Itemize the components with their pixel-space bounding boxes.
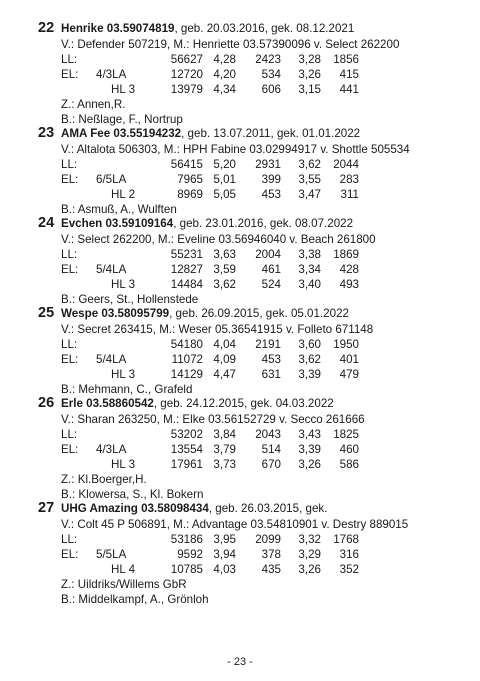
hl-label: HL 3 [111,278,136,291]
first-lactation-row [38,262,468,277]
owner-line: B.: Middelkampf, A., Grönloh [61,593,209,606]
ll-value-2: 3,95 [213,533,236,546]
first-lactation-row [38,172,468,187]
ll-label: LL: [61,53,78,66]
hl-value-5: 311 [340,188,359,201]
ll-value-5: 1856 [333,53,359,66]
hl-value-2: 4,47 [213,368,236,381]
lifetime-performance-row [38,427,468,442]
lactation-count: 4/3LA [96,68,127,81]
highest-lactation-row [38,562,468,577]
entry-heading [38,215,468,232]
ll-value-5: 1950 [333,338,359,351]
el-value-3: 378 [261,548,281,561]
ll-value-5: 2044 [333,158,359,171]
ll-value-4: 3,32 [298,533,321,546]
cow-name: UHG Amazing [61,502,138,515]
entry-block [38,125,468,217]
hl-value-3: 670 [261,458,281,471]
hl-value-2: 3,73 [213,458,236,471]
entry-heading-text [61,396,334,412]
ll-value-3: 2423 [255,53,281,66]
hl-value-5: 493 [339,278,359,291]
cow-name: Henrike [61,22,104,35]
lactation-count: 5/5LA [96,548,127,561]
cow-id: 03.59074819 [106,22,175,35]
lactation-count: 6/5LA [96,173,127,186]
page-number: - 23 - [227,656,253,668]
hl-value-2: 4,03 [213,563,236,576]
lactation-count: 5/4LA [96,263,127,276]
entry-block [38,215,468,307]
ll-value-1: 55231 [170,248,203,261]
hl-value-1: 14484 [170,278,203,291]
entry-block [38,395,468,502]
el-value-1: 9592 [177,548,203,561]
ll-value-1: 56415 [170,158,203,171]
el-value-4: 3,29 [298,548,321,561]
entry-number: 27 [38,500,55,516]
ll-value-5: 1869 [333,248,359,261]
el-value-3: 453 [261,353,281,366]
ll-label: LL: [61,428,78,441]
hl-value-5: 441 [339,83,359,96]
ll-value-2: 3,63 [213,248,236,261]
el-value-5: 415 [339,68,359,81]
hl-value-3: 631 [261,368,281,381]
el-label: EL: [61,353,79,366]
hl-label: HL 3 [111,368,136,381]
lactation-count: 4/3LA [96,443,127,456]
entry-heading-text [61,216,353,232]
cow-id: 03.59109164 [105,217,174,230]
entry-heading-text [61,21,354,37]
el-label: EL: [61,443,79,456]
ll-value-3: 2191 [255,338,281,351]
hl-value-3: 453 [261,188,281,201]
cow-id: 03.55194232 [113,127,182,140]
hl-value-1: 8969 [177,188,203,201]
hl-value-3: 435 [261,563,281,576]
ll-value-4: 3,28 [298,53,321,66]
el-value-5: 428 [339,263,359,276]
breeder-line: Z.: Kl.Boerger,H. [61,473,147,486]
cow-id: 03.58860542 [86,397,154,410]
ll-value-4: 3,60 [298,338,321,351]
ll-value-3: 2004 [255,248,281,261]
hl-value-4: 3,15 [298,83,321,96]
hl-value-4: 3,39 [298,368,321,381]
hl-value-2: 3,62 [213,278,236,291]
el-value-4: 3,62 [298,353,321,366]
highest-lactation-row [38,187,468,202]
hl-value-1: 17961 [170,458,203,471]
ll-label: LL: [61,533,78,546]
hl-value-3: 524 [261,278,281,291]
el-label: EL: [61,263,79,276]
el-value-3: 461 [261,263,281,276]
entry-block [38,500,468,607]
first-lactation-row [38,352,468,367]
ll-value-1: 53202 [170,428,203,441]
breeder-line: Z.: Uildriks/Willems GbR [61,578,187,591]
hl-value-2: 4,34 [213,83,236,96]
cow-name: Evchen [61,217,103,230]
hl-label: HL 3 [111,83,136,96]
entry-heading [38,125,468,142]
lactation-count: 5/4LA [96,353,127,366]
cow-id: 03.58095799 [101,307,170,320]
el-value-1: 11072 [171,353,203,366]
hl-label: HL 4 [111,563,136,576]
ll-value-5: 1768 [333,533,359,546]
el-value-5: 401 [339,353,359,366]
el-label: EL: [61,68,79,81]
el-value-1: 7965 [177,173,203,186]
el-value-2: 4,20 [213,68,236,81]
owner-line: B.: Geers, St., Hollenstede [61,293,199,306]
lifetime-performance-row [38,532,468,547]
highest-lactation-row [38,277,468,292]
ll-value-2: 4,04 [213,338,236,351]
el-label: EL: [61,173,79,186]
ll-value-2: 4,28 [213,53,236,66]
entry-number: 22 [38,20,55,36]
el-value-2: 5,01 [213,173,236,186]
entry-block [38,20,468,127]
ll-label: LL: [61,248,78,261]
hl-value-4: 3,26 [298,458,321,471]
lifetime-performance-row [38,157,468,172]
lifetime-performance-row [38,337,468,352]
cow-name: AMA Fee [61,127,111,140]
birth-and-calving-dates: , geb. 23.01.2016, gek. 08.07.2022 [173,217,354,230]
el-value-2: 3,59 [213,263,236,276]
birth-and-calving-dates: , geb. 26.03.2015, gek. [208,502,328,515]
hl-value-5: 352 [339,563,359,576]
ll-value-1: 56627 [170,53,203,66]
breeder-line: Z.: Annen,R. [61,98,126,111]
hl-value-2: 5,05 [213,188,236,201]
ll-value-2: 3,84 [213,428,236,441]
ll-label: LL: [61,338,78,351]
entry-heading-text [61,501,327,517]
el-value-1: 13554 [170,443,203,456]
cow-id: 03.58098434 [141,502,209,515]
entry-number: 23 [38,125,55,141]
first-lactation-row [38,67,468,82]
entry-block [38,305,468,397]
hl-label: HL 2 [111,188,136,201]
ll-value-3: 2099 [255,533,281,546]
el-value-3: 514 [261,443,281,456]
hl-label: HL 3 [111,458,136,471]
pedigree-line: V.: Altalota 506303, M.: HPH Fabine 03.02994917 v. Shottle 505534 [61,143,410,156]
ll-label: LL: [61,158,78,171]
highest-lactation-row [38,457,468,472]
owner-line: B.: Klowersa, S., Kl. Bokern [61,488,204,501]
birth-and-calving-dates: , geb. 24.12.2015, gek. 04.03.2022 [153,397,334,410]
el-value-5: 283 [339,173,359,186]
ll-value-4: 3,38 [298,248,321,261]
lifetime-performance-row [38,247,468,262]
pedigree-line: V.: Sharan 263250, M.: Elke 03.56152729 v. Secco 261666 [61,413,365,426]
el-value-5: 316 [339,548,359,561]
highest-lactation-row [38,367,468,382]
el-value-1: 12720 [170,68,203,81]
ll-value-1: 54180 [170,338,203,351]
el-label: EL: [61,548,79,561]
birth-and-calving-dates: , geb. 13.07.2011, gek. 01.01.2022 [181,127,361,140]
cow-name: Erle [61,397,83,410]
hl-value-5: 586 [339,458,359,471]
owner-line: B.: Mehmann, C., Grafeld [61,383,193,396]
entry-heading [38,305,468,322]
el-value-4: 3,39 [298,443,321,456]
el-value-4: 3,55 [298,173,321,186]
ll-value-5: 1825 [333,428,359,441]
ll-value-3: 2931 [255,158,281,171]
owner-line: B.: Neßlage, F., Nortrup [61,113,183,126]
pedigree-line: V.: Colt 45 P 506891, M.: Advantage 03.54810901 v. Destry 889015 [61,518,409,531]
el-value-1: 12827 [170,263,203,276]
ll-value-4: 3,43 [298,428,321,441]
ll-value-3: 2043 [255,428,281,441]
entry-heading-text [61,306,349,322]
el-value-2: 3,79 [213,443,236,456]
first-lactation-row [38,547,468,562]
hl-value-1: 10785 [170,563,203,576]
hl-value-4: 3,26 [298,563,321,576]
entry-number: 24 [38,215,55,231]
entry-heading [38,395,468,412]
el-value-2: 4,09 [213,353,236,366]
el-value-4: 3,26 [298,68,321,81]
first-lactation-row [38,442,468,457]
hl-value-5: 479 [339,368,359,381]
hl-value-1: 13979 [170,83,203,96]
hl-value-4: 3,40 [298,278,321,291]
ll-value-4: 3,62 [298,158,321,171]
el-value-3: 399 [261,173,281,186]
birth-and-calving-dates: , geb. 20.03.2016, gek. 08.12.2021 [174,22,355,35]
entry-heading [38,20,468,37]
entry-heading [38,500,468,517]
birth-and-calving-dates: , geb. 26.09.2015, gek. 05.01.2022 [169,307,349,320]
el-value-5: 460 [339,443,359,456]
highest-lactation-row [38,82,468,97]
entry-number: 25 [38,305,55,321]
entry-heading-text [61,126,360,142]
hl-value-1: 14129 [170,368,203,381]
pedigree-line: V.: Defender 507219, M.: Henriette 03.57390096 v. Select 262200 [61,38,400,51]
el-value-2: 3,94 [213,548,236,561]
el-value-3: 534 [261,68,281,81]
hl-value-4: 3,47 [298,188,321,201]
ll-value-1: 53186 [170,533,203,546]
owner-line: B.: Asmuß, A., Wulften [61,203,177,216]
entry-number: 26 [38,395,55,411]
lifetime-performance-row [38,52,468,67]
pedigree-line: V.: Secret 263415, M.: Weser 05.36541915 v. Folleto 671148 [61,323,374,336]
cow-name: Wespe [61,307,99,320]
el-value-4: 3,34 [298,263,321,276]
ll-value-2: 5,20 [213,158,236,171]
pedigree-line: V.: Select 262200, M.: Eveline 03.56946040 v. Beach 261800 [61,233,376,246]
hl-value-3: 606 [261,83,281,96]
